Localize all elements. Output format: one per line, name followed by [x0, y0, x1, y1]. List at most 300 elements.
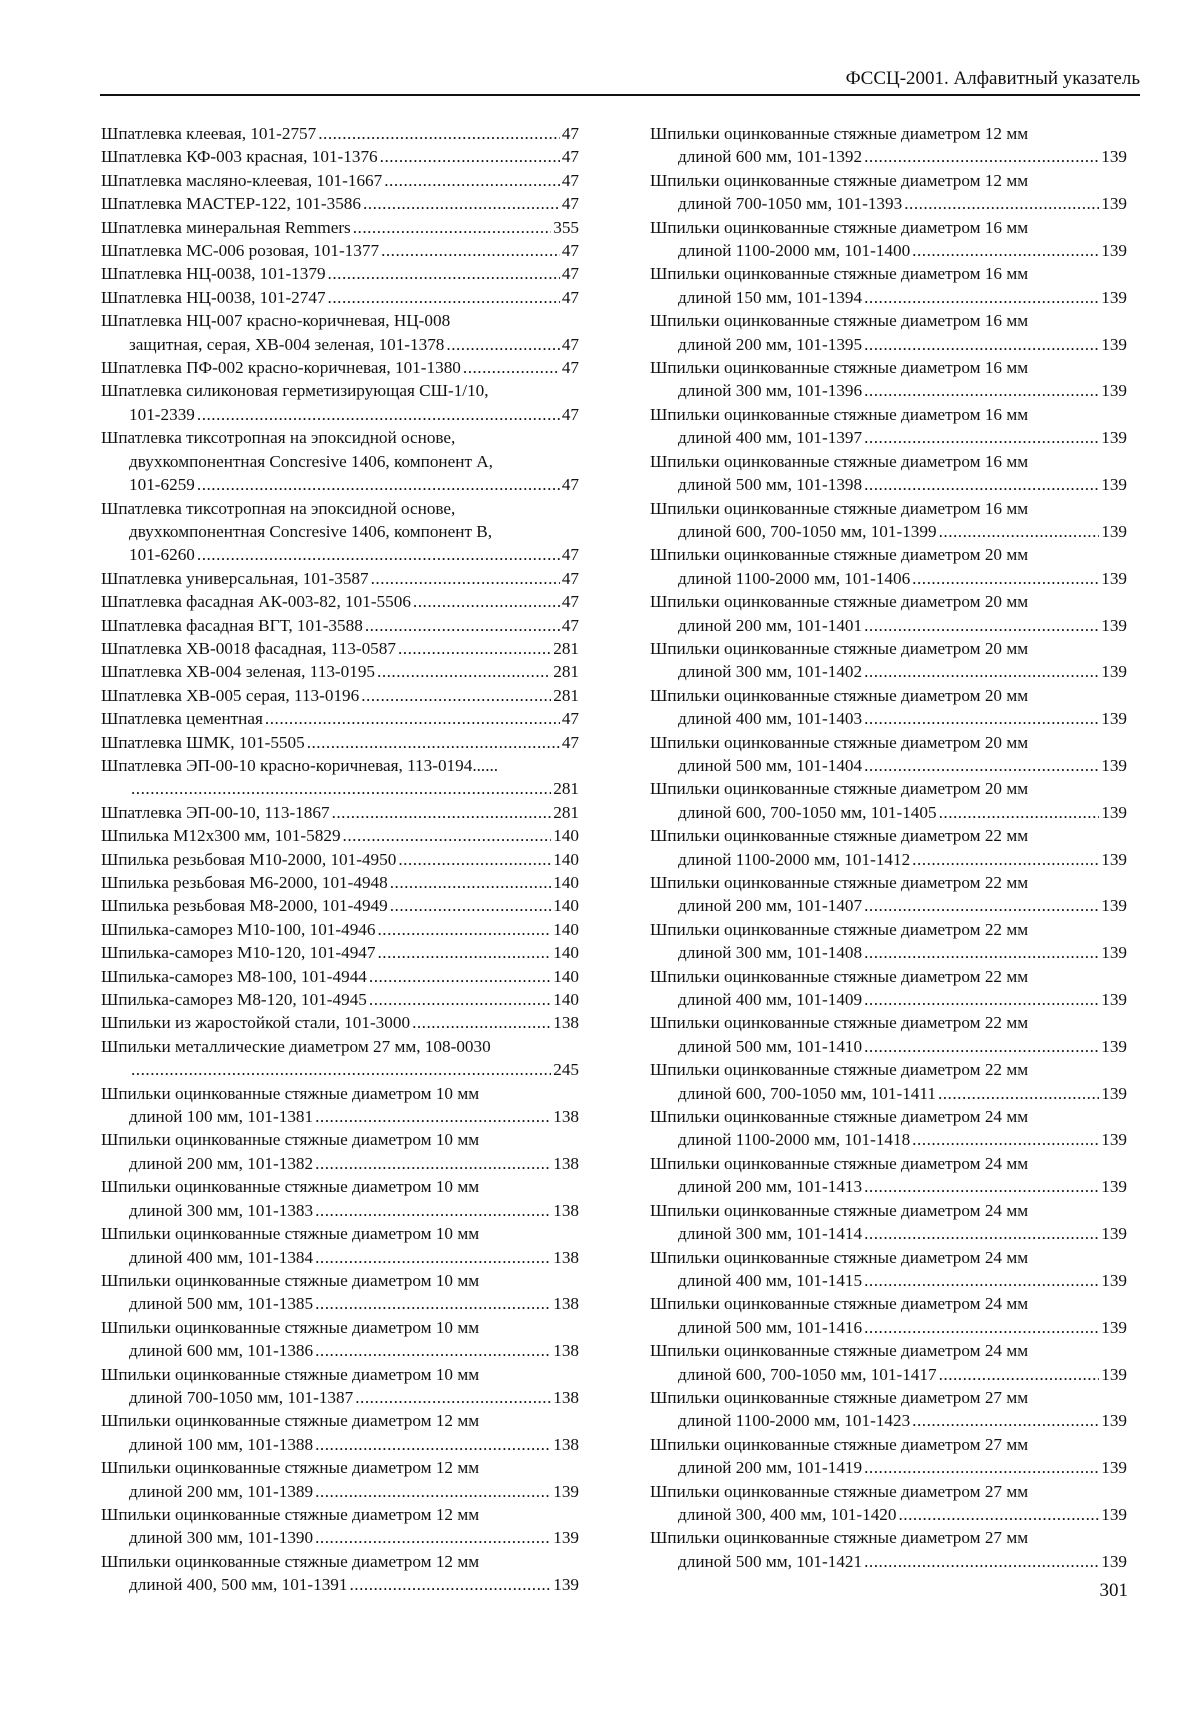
entry-last-line — [101, 169, 579, 192]
entry-text: Шпильки оцинкованные стяжные диаметром 27 мм — [650, 1528, 1029, 1548]
entry-page-number: 140 — [553, 896, 579, 916]
index-entry — [650, 1292, 1127, 1339]
index-entry — [650, 731, 1127, 778]
index-entry — [650, 777, 1127, 824]
entry-text: длиной 500 мм, 101-1416 — [678, 1317, 863, 1337]
index-entry — [101, 216, 579, 239]
entry-last-line — [650, 1269, 1127, 1292]
entry-text: Шпатлевка тиксотропная на эпоксидной основе, — [101, 498, 456, 518]
entry-text: Шпильки оцинкованные стяжные диаметром 24 мм — [650, 1107, 1029, 1127]
entry-text: длиной 300 мм, 101-1383 — [129, 1200, 314, 1220]
entry-text: Шпильки оцинкованные стяжные диаметром 24 мм — [650, 1294, 1029, 1314]
entry-text: длиной 200 мм, 101-1413 — [678, 1177, 863, 1197]
entry-text: длиной 600 мм, 101-1386 — [129, 1341, 314, 1361]
entry-text: длиной 500 мм, 101-1385 — [129, 1294, 314, 1314]
entry-text: Шпильки металлические диаметром 27 мм, 108-0030 — [101, 1036, 491, 1056]
entry-text: длиной 200 мм, 101-1389 — [129, 1481, 314, 1501]
dot-leader — [350, 1573, 552, 1596]
entry-text: Шпатлевка универсальная, 101-3587 — [101, 568, 369, 588]
index-entry — [650, 403, 1127, 450]
entry-last-line — [101, 707, 579, 730]
dot-leader — [365, 614, 560, 637]
entry-text: длиной 400 мм, 101-1403 — [678, 709, 863, 729]
entry-last-line — [650, 520, 1127, 543]
index-entry — [101, 356, 579, 379]
entry-last-line — [101, 918, 579, 941]
entry-text: Шпилька-саморез М8-120, 101-4945 — [101, 990, 367, 1010]
entry-page-number: 139 — [1101, 1177, 1127, 1197]
entry-page-number: 139 — [1101, 1551, 1127, 1571]
entry-text: Шпильки из жаростойкой стали, 101-3000 — [101, 1013, 411, 1033]
dot-leader — [864, 286, 1099, 309]
entry-text: Шпатлевка МАСТЕР-122, 101-3586 — [101, 194, 361, 214]
entry-last-line — [101, 988, 579, 1011]
entry-text: длиной 200 мм, 101-1401 — [678, 615, 863, 635]
entry-last-line — [101, 801, 579, 824]
dot-leader — [864, 988, 1099, 1011]
entry-last-line — [650, 1128, 1127, 1151]
entry-last-line — [650, 941, 1127, 964]
entry-text: Шпилька резьбовая М8-2000, 101-4949 — [101, 896, 388, 916]
entry-page-number: 140 — [553, 849, 579, 869]
entry-text: длиной 100 мм, 101-1388 — [129, 1434, 314, 1454]
entry-page-number: 281 — [553, 638, 579, 658]
entry-page-number: 139 — [1101, 1130, 1127, 1150]
entry-last-line — [650, 707, 1127, 730]
entry-page-number: 139 — [1101, 241, 1127, 261]
dot-leader — [864, 379, 1099, 402]
dot-leader — [864, 1269, 1099, 1292]
index-entry — [650, 1246, 1127, 1293]
entry-text: Шпильки оцинкованные стяжные диаметром 12 мм — [101, 1458, 480, 1478]
entry-text: Шпильки оцинкованные стяжные диаметром 16 мм — [650, 311, 1029, 331]
entry-last-line — [101, 684, 579, 707]
dot-leader — [369, 965, 551, 988]
entry-text: Шпильки оцинкованные стяжные диаметром 24 мм — [650, 1200, 1029, 1220]
entry-last-line — [101, 1011, 579, 1034]
entry-text: Шпильки оцинкованные стяжные диаметром 22 мм — [650, 826, 1029, 846]
index-entry — [650, 918, 1127, 965]
entry-text: Шпильки оцинкованные стяжные диаметром 16 мм — [650, 358, 1029, 378]
entry-page-number: 140 — [553, 966, 579, 986]
dot-leader — [912, 567, 1099, 590]
entry-text: Шпатлевка ЭП-00-10, 113-1867 — [101, 802, 330, 822]
entry-text: Шпильки оцинкованные стяжные диаметром 16 мм — [650, 498, 1029, 518]
entry-page-number: 138 — [553, 1294, 579, 1314]
index-entry — [101, 801, 579, 824]
page-number: 301 — [1099, 1580, 1128, 1601]
dot-leader — [197, 403, 560, 426]
entry-page-number: 139 — [1101, 943, 1127, 963]
entry-last-line — [101, 1246, 579, 1269]
entry-text: длиной 700-1050 мм, 101-1387 — [129, 1387, 354, 1407]
index-entry — [101, 1082, 579, 1129]
entry-text: длиной 200 мм, 101-1419 — [678, 1458, 863, 1478]
entry-page-number: 47 — [561, 194, 579, 214]
index-entry — [650, 543, 1127, 590]
entry-page-number: 139 — [1101, 709, 1127, 729]
entry-page-number: 139 — [1101, 1364, 1127, 1384]
entry-text: длиной 1100-2000 мм, 101-1423 — [678, 1411, 911, 1431]
entry-text: длиной 600, 700-1050 мм, 101-1405 — [678, 802, 937, 822]
entry-last-line — [101, 1058, 579, 1081]
dot-leader — [904, 192, 1099, 215]
index-entry — [101, 965, 579, 988]
entry-text: Шпатлевка фасадная АК-003-82, 101-5506 — [101, 592, 411, 612]
entry-text: Шпильки оцинкованные стяжные диаметром 22 мм — [650, 1013, 1029, 1033]
entry-text: Шпильки оцинкованные стяжные диаметром 12 мм — [101, 1551, 480, 1571]
entry-text: Шпильки оцинкованные стяжные диаметром 20 мм — [650, 592, 1029, 612]
entry-text: длиной 400 мм, 101-1409 — [678, 990, 863, 1010]
index-entry — [101, 848, 579, 871]
entry-page-number: 47 — [561, 615, 579, 635]
entry-page-number: 47 — [561, 404, 579, 424]
entry-text: длиной 500 мм, 101-1410 — [678, 1036, 863, 1056]
entry-page-number: 47 — [561, 568, 579, 588]
entry-page-number: 47 — [561, 545, 579, 565]
dot-leader — [864, 426, 1099, 449]
dot-leader — [328, 286, 560, 309]
entry-text: Шпильки оцинкованные стяжные диаметром 10 мм — [101, 1130, 480, 1150]
entry-page-number: 47 — [561, 592, 579, 612]
dot-leader — [315, 1480, 551, 1503]
entry-last-line — [650, 894, 1127, 917]
dot-leader — [332, 801, 552, 824]
entry-page-number: 139 — [1101, 1458, 1127, 1478]
entry-text: Шпильки оцинкованные стяжные диаметром 20 мм — [650, 732, 1029, 752]
entry-page-number: 281 — [553, 662, 579, 682]
entry-last-line — [101, 614, 579, 637]
index-entry — [650, 1339, 1127, 1386]
header-title: ФССЦ-2001. Алфавитный указатель — [845, 68, 1140, 89]
index-entry — [101, 754, 579, 801]
entry-last-line — [101, 356, 579, 379]
entry-last-line — [101, 1386, 579, 1409]
entry-text: Шпильки оцинкованные стяжные диаметром 10 мм — [101, 1177, 480, 1197]
entry-text: Шпилька М12х300 мм, 101-5829 — [101, 826, 341, 846]
entry-page-number: 138 — [553, 1107, 579, 1127]
entry-page-number: 140 — [553, 990, 579, 1010]
entry-last-line — [101, 1292, 579, 1315]
index-entry — [650, 122, 1127, 169]
entry-text: Шпатлевка ПФ-002 красно-коричневая, 101-1380 — [101, 358, 461, 378]
index-entry — [650, 1386, 1127, 1433]
index-entry — [101, 1175, 579, 1222]
entry-last-line — [101, 965, 579, 988]
index-entry — [101, 988, 579, 1011]
dot-leader — [197, 473, 560, 496]
entry-page-number: 47 — [561, 709, 579, 729]
entry-text: длиной 200 мм, 101-1395 — [678, 334, 863, 354]
dot-leader — [315, 1199, 551, 1222]
index-entry — [101, 707, 579, 730]
index-entry — [101, 169, 579, 192]
entry-last-line — [101, 731, 579, 754]
entry-text: Шпатлевка ШМК, 101-5505 — [101, 732, 305, 752]
entry-last-line — [650, 379, 1127, 402]
entry-text: Шпильки оцинкованные стяжные диаметром 27 мм — [650, 1434, 1029, 1454]
entry-page-number: 138 — [553, 1434, 579, 1454]
entry-text: длиной 150 мм, 101-1394 — [678, 287, 863, 307]
entry-text: длиной 400 мм, 101-1384 — [129, 1247, 314, 1267]
dot-leader — [864, 1316, 1099, 1339]
entry-page-number: 139 — [1101, 802, 1127, 822]
dot-leader — [939, 520, 1100, 543]
entry-text: Шпатлевка клеевая, 101-2757 — [101, 124, 317, 143]
entry-text: Шпильки оцинкованные стяжные диаметром 24 мм — [650, 1341, 1029, 1361]
entry-page-number: 139 — [1101, 990, 1127, 1010]
entry-text: длиной 1100-2000 мм, 101-1406 — [678, 568, 911, 588]
entry-last-line — [101, 1199, 579, 1222]
index-entry — [650, 1480, 1127, 1527]
dot-leader — [899, 1503, 1100, 1526]
entry-text: Шпильки оцинкованные стяжные диаметром 12 мм — [101, 1504, 480, 1524]
entry-last-line — [101, 122, 579, 145]
entry-last-line — [650, 1082, 1127, 1105]
entry-text: длиной 500 мм, 101-1421 — [678, 1551, 863, 1571]
index-entry — [101, 1503, 579, 1550]
dot-leader — [864, 1175, 1099, 1198]
entry-text: Шпильки оцинкованные стяжные диаметром 10 мм — [101, 1270, 480, 1290]
entry-text: Шпилька резьбовая М6-2000, 101-4948 — [101, 873, 388, 892]
dot-leader — [371, 567, 560, 590]
index-entry — [650, 684, 1127, 731]
index-entry — [101, 1456, 579, 1503]
entry-text: Шпильки оцинкованные стяжные диаметром 22 мм — [650, 873, 1029, 892]
dot-leader — [939, 1363, 1100, 1386]
index-entry — [101, 1409, 579, 1456]
index-entry — [650, 169, 1127, 216]
entry-text: Шпильки оцинкованные стяжные диаметром 12 мм — [650, 170, 1029, 190]
index-entry — [101, 660, 579, 683]
entry-text: Шпильки оцинкованные стяжные диаметром 16 мм — [650, 404, 1029, 424]
entry-text: защитная, серая, ХВ-004 зеленая, 101-1378 — [129, 334, 445, 354]
dot-leader — [131, 777, 551, 800]
entry-page-number: 139 — [1101, 615, 1127, 635]
index-entry — [101, 637, 579, 660]
entry-page-number: 47 — [561, 147, 579, 167]
entry-text: Шпильки оцинкованные стяжные диаметром 16 мм — [650, 264, 1029, 284]
dot-leader — [446, 333, 559, 356]
index-entry — [650, 1058, 1127, 1105]
index-entry — [650, 1199, 1127, 1246]
dot-leader — [864, 941, 1099, 964]
entry-last-line — [650, 1316, 1127, 1339]
entry-last-line — [101, 848, 579, 871]
entry-last-line — [650, 660, 1127, 683]
index-entry — [101, 262, 579, 285]
index-entry — [101, 1128, 579, 1175]
entry-page-number: 139 — [553, 1528, 579, 1548]
index-entry — [101, 145, 579, 168]
entry-page-number: 139 — [553, 1575, 579, 1595]
entry-text: Шпильки оцинкованные стяжные диаметром 12 мм — [650, 124, 1029, 143]
entry-page-number: 47 — [561, 732, 579, 752]
dot-leader — [315, 1526, 551, 1549]
entry-text: 101-6260 — [129, 545, 195, 565]
entry-text: длиной 200 мм, 101-1382 — [129, 1153, 314, 1173]
entry-last-line — [101, 871, 579, 894]
dot-leader — [390, 871, 551, 894]
index-entry — [101, 941, 579, 964]
entry-last-line — [650, 567, 1127, 590]
dot-leader — [912, 848, 1099, 871]
index-entry — [101, 497, 579, 567]
entry-last-line — [101, 1433, 579, 1456]
index-entry — [650, 450, 1127, 497]
index-entry — [650, 824, 1127, 871]
entry-text: Шпильки оцинкованные стяжные диаметром 10 мм — [101, 1317, 480, 1337]
entry-last-line — [101, 403, 579, 426]
entry-text: Шпилька-саморез М8-100, 101-4944 — [101, 966, 367, 986]
index-entry — [650, 1526, 1127, 1573]
dot-leader — [413, 590, 560, 613]
entry-last-line — [650, 988, 1127, 1011]
index-entry — [650, 1433, 1127, 1480]
entry-text: Шпатлевка силиконовая герметизирующая СШ-1/10, — [101, 381, 489, 401]
dot-leader — [315, 1292, 551, 1315]
entry-last-line — [101, 286, 579, 309]
entry-page-number: 140 — [553, 826, 579, 846]
dot-leader — [315, 1339, 551, 1362]
entry-text: Шпильки оцинкованные стяжные диаметром 27 мм — [650, 1481, 1029, 1501]
entry-text: Шпильки оцинкованные стяжные диаметром 16 мм — [650, 217, 1029, 237]
entry-text: длиной 300 мм, 101-1396 — [678, 381, 863, 401]
entry-last-line — [650, 1175, 1127, 1198]
entry-text: длиной 300 мм, 101-1402 — [678, 662, 863, 682]
entry-page-number: 139 — [1101, 287, 1127, 307]
entry-last-line — [101, 941, 579, 964]
index-entry — [650, 356, 1127, 403]
entry-last-line — [101, 1339, 579, 1362]
dot-leader — [381, 239, 560, 262]
entry-text: Шпильки оцинкованные стяжные диаметром 10 мм — [101, 1083, 480, 1103]
index-entry — [101, 1222, 579, 1269]
entry-page-number: 139 — [1101, 755, 1127, 775]
entry-text: Шпатлевка НЦ-0038, 101-1379 — [101, 264, 326, 284]
index-entry — [101, 426, 579, 496]
index-entry — [101, 871, 579, 894]
entry-text: Шпильки оцинкованные стяжные диаметром 27 мм — [650, 1387, 1029, 1407]
entry-page-number: 140 — [553, 943, 579, 963]
entry-text: длиной 200 мм, 101-1407 — [678, 896, 863, 916]
dot-leader — [864, 614, 1099, 637]
entry-page-number: 47 — [561, 124, 579, 143]
entry-text: Шпатлевка НЦ-007 красно-коричневая, НЦ-008 — [101, 311, 451, 331]
entry-text: длиной 300 мм, 101-1390 — [129, 1528, 314, 1548]
entry-last-line — [101, 473, 579, 496]
index-entry — [101, 1550, 579, 1597]
entry-last-line — [101, 192, 579, 215]
entry-text: длиной 500 мм, 101-1404 — [678, 755, 863, 775]
entry-last-line — [101, 262, 579, 285]
entry-page-number: 47 — [561, 334, 579, 354]
entry-text: Шпатлевка НЦ-0038, 101-2747 — [101, 287, 326, 307]
entry-last-line — [101, 590, 579, 613]
entry-page-number: 281 — [553, 779, 579, 799]
entry-text: Шпатлевка масляно-клеевая, 101-1667 — [101, 170, 383, 190]
entry-last-line — [101, 145, 579, 168]
dot-leader — [864, 1550, 1099, 1573]
index-entry — [101, 1363, 579, 1410]
entry-text: длиной 300, 400 мм, 101-1420 — [678, 1504, 897, 1524]
entry-text: длиной 600, 700-1050 мм, 101-1411 — [678, 1083, 936, 1103]
entry-page-number: 47 — [561, 287, 579, 307]
entry-text: длиной 1100-2000 мм, 101-1400 — [678, 241, 911, 261]
entry-page-number: 139 — [1101, 521, 1127, 541]
index-column-right — [650, 122, 1127, 1573]
entry-text: Шпильки оцинкованные стяжные диаметром 22 мм — [650, 919, 1029, 939]
entry-text: длиной 700-1050 мм, 101-1393 — [678, 194, 903, 214]
index-entry — [101, 379, 579, 426]
entry-page-number: 245 — [553, 1060, 579, 1080]
dot-leader — [315, 1246, 551, 1269]
entry-page-number: 47 — [561, 241, 579, 261]
entry-page-number: 138 — [553, 1387, 579, 1407]
dot-leader — [864, 145, 1099, 168]
dot-leader — [912, 239, 1099, 262]
entry-page-number: 139 — [1101, 1411, 1127, 1431]
entry-text: длиной 100 мм, 101-1381 — [129, 1107, 314, 1127]
entry-last-line — [101, 824, 579, 847]
entry-text: Шпильки оцинкованные стяжные диаметром 20 мм — [650, 685, 1029, 705]
entry-last-line — [101, 567, 579, 590]
entry-text: Шпильки оцинкованные стяжные диаметром 20 мм — [650, 638, 1029, 658]
dot-leader — [377, 660, 551, 683]
entry-page-number: 139 — [1101, 1083, 1127, 1103]
entry-text: Шпильки оцинкованные стяжные диаметром 10 мм — [101, 1224, 480, 1244]
entry-text: Шпатлевка минеральная Remmers — [101, 217, 351, 237]
index-entry — [650, 1152, 1127, 1199]
index-entry — [650, 262, 1127, 309]
index-entry — [650, 309, 1127, 356]
index-entry — [101, 192, 579, 215]
entry-last-line — [650, 192, 1127, 215]
dot-leader — [369, 988, 551, 1011]
entry-page-number: 47 — [561, 170, 579, 190]
entry-last-line — [101, 333, 579, 356]
entry-last-line — [650, 286, 1127, 309]
entry-page-number: 139 — [1101, 1270, 1127, 1290]
index-entry — [101, 286, 579, 309]
entry-last-line — [650, 848, 1127, 871]
dot-leader — [353, 216, 551, 239]
entry-text: Шпатлевка тиксотропная на эпоксидной основе, — [101, 428, 456, 448]
entry-last-line — [650, 1222, 1127, 1245]
entry-text: длиной 1100-2000 мм, 101-1418 — [678, 1130, 911, 1150]
entry-last-line — [650, 1503, 1127, 1526]
dot-leader — [318, 122, 560, 145]
dot-leader — [912, 1409, 1099, 1432]
dot-leader — [912, 1128, 1099, 1151]
index-entry — [650, 871, 1127, 918]
entry-text: длиной 600, 700-1050 мм, 101-1399 — [678, 521, 937, 541]
entry-last-line — [101, 637, 579, 660]
index-entry — [101, 309, 579, 356]
entry-last-line — [650, 1409, 1127, 1432]
entry-last-line — [650, 754, 1127, 777]
entry-last-line — [101, 1480, 579, 1503]
entry-page-number: 140 — [553, 873, 579, 892]
entry-page-number: 139 — [1101, 662, 1127, 682]
entry-page-number: 47 — [561, 358, 579, 378]
entry-text: Шпатлевка ХВ-004 зеленая, 113-0195 — [101, 662, 376, 682]
dot-leader — [864, 1222, 1099, 1245]
entry-last-line — [101, 1105, 579, 1128]
index-entry — [101, 894, 579, 917]
entry-page-number: 47 — [561, 264, 579, 284]
index-entry — [101, 824, 579, 847]
